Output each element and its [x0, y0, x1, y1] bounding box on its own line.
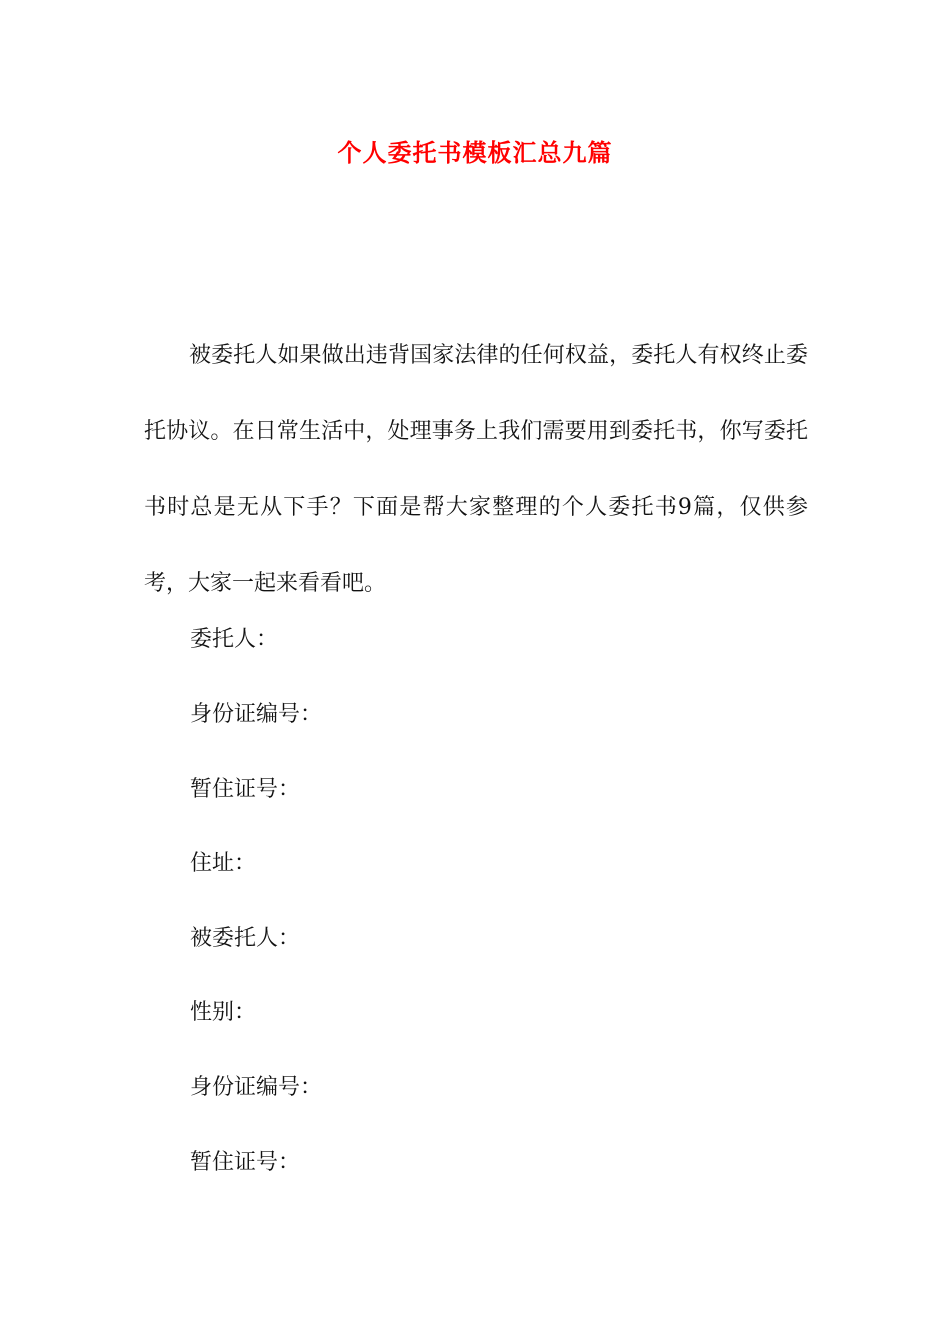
field-agent-residence-permit: 暂住证号： [190, 1150, 301, 1175]
field-agent-gender: 性别： [190, 1000, 257, 1025]
field-principal-address: 住址： [190, 851, 257, 876]
field-agent: 被委托人： [190, 926, 301, 951]
field-principal-id-number: 身份证编号： [190, 702, 323, 727]
field-principal-residence-permit: 暂住证号： [190, 777, 301, 802]
field-principal: 委托人： [190, 627, 279, 652]
intro-paragraph: 被委托人如果做出违背国家法律的任何权益，委托人有权终止委托协议。在日常生活中，处理事务上我们需要用到委托书，你写委托书时总是无从下手？下面是帮大家整理的个人委托书9篇，仅供参考，大家一起来看看吧。 [144, 343, 808, 596]
document-title: 个人委托书模板汇总九篇 [337, 139, 613, 167]
field-agent-id-number: 身份证编号： [190, 1075, 323, 1100]
